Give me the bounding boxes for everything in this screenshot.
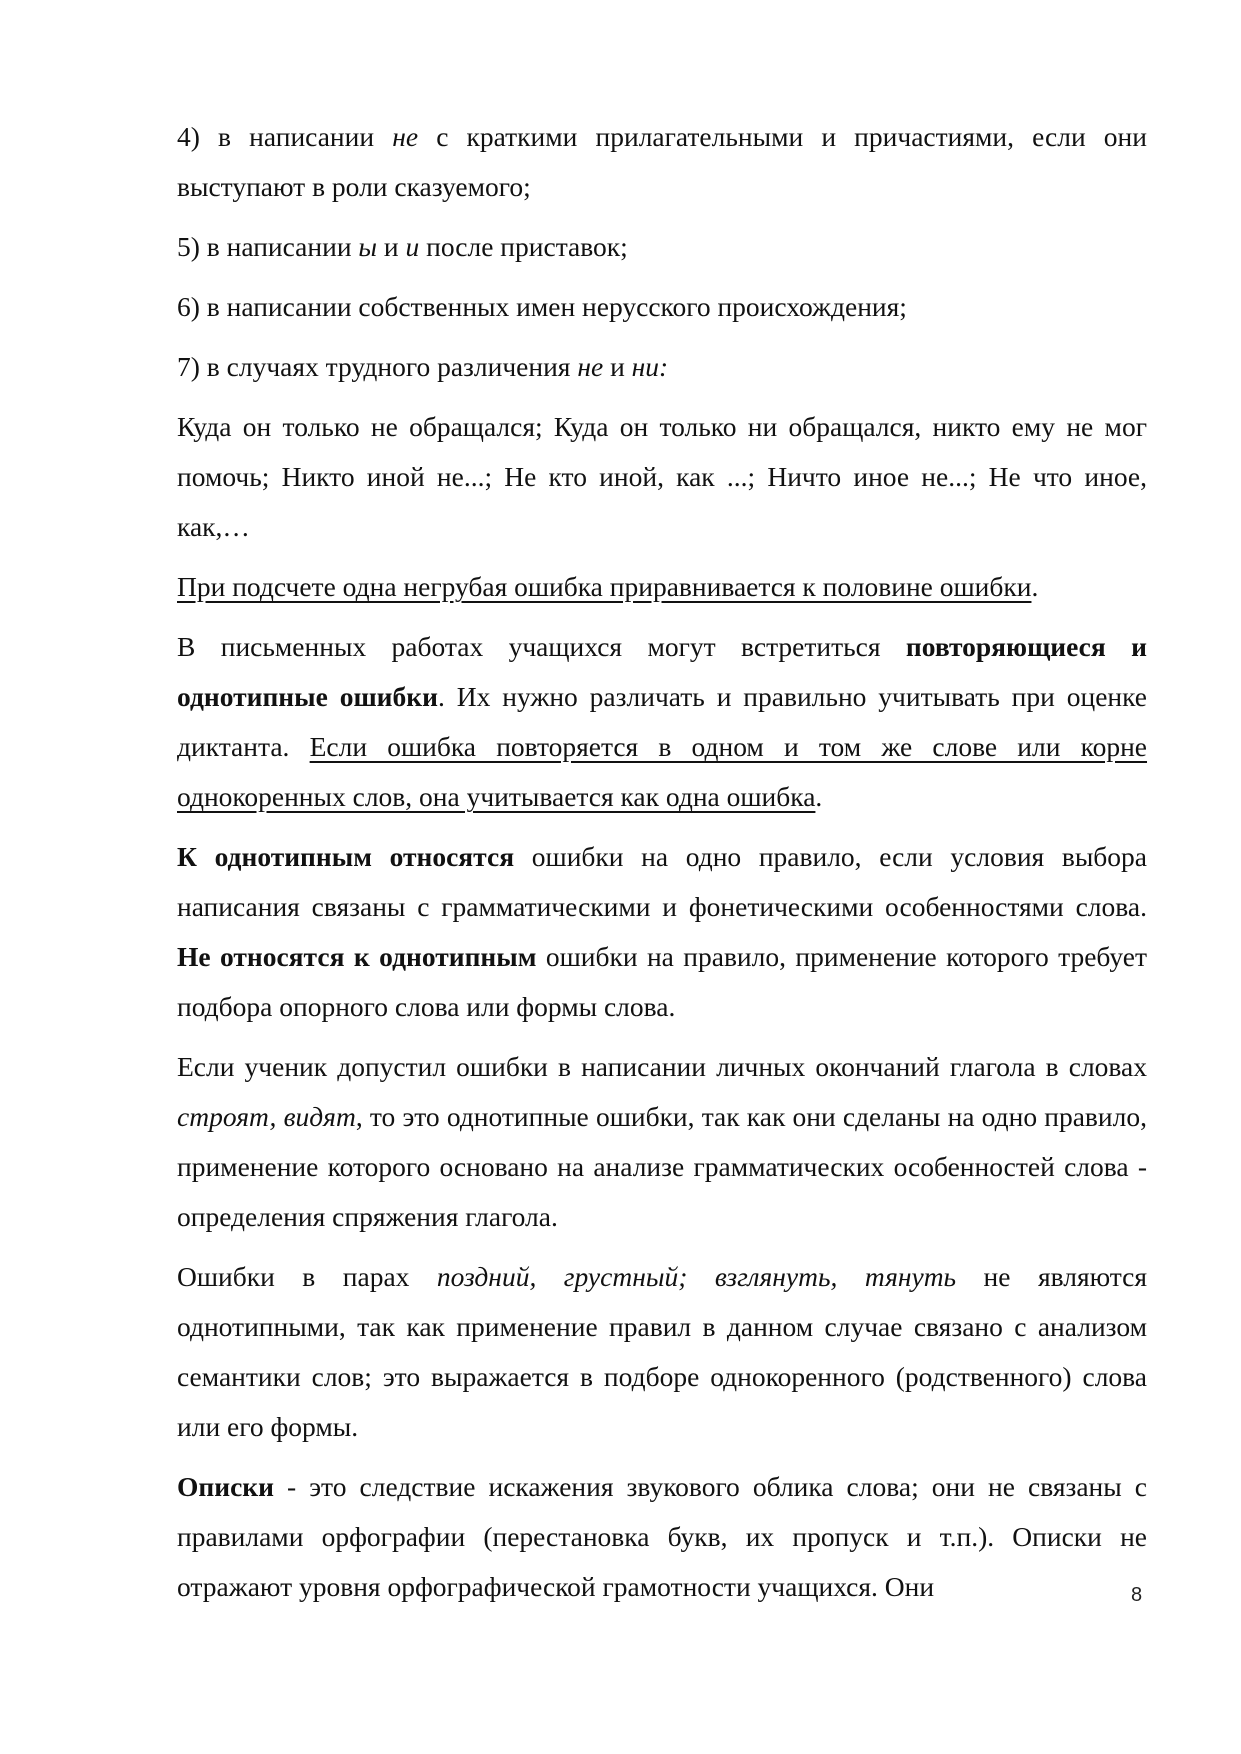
italic-run: ни:	[631, 351, 669, 382]
italic-run: и	[405, 231, 420, 262]
paragraph-same-type-definition	[177, 832, 1147, 1032]
text-run: Куда он только не обращался; Куда он только ни обращался, никто ему не мог помочь; Никто иной не...; Не кто иной, как ...; Ничто иное не...; Не что иное, как,…	[177, 411, 1147, 542]
text-run: и	[377, 231, 406, 262]
text-run: . Их нужно различать и правильно учитывать при оценке диктанта.	[177, 681, 1147, 762]
text-run: 6) в написании собственных имен нерусского происхождения;	[177, 291, 907, 322]
italic-run: строят, видят	[177, 1101, 356, 1132]
paragraph-item-4	[177, 112, 1147, 212]
italic-run: ы	[358, 231, 378, 262]
paragraph-item-6	[177, 282, 1147, 332]
page-number: 8	[1131, 1584, 1143, 1606]
paragraph-item-5	[177, 222, 1147, 272]
bold-run: Не относятся к однотипным	[177, 941, 537, 972]
paragraph-pairs-example	[177, 1252, 1147, 1452]
bold-run: Описки	[177, 1471, 274, 1502]
document-body	[177, 112, 1147, 1622]
underlined-run: При подсчете одна негрубая ошибка приравнивается к половине ошибки	[177, 571, 1032, 602]
text-run: Ошибки в парах	[177, 1261, 437, 1292]
text-run: , то это однотипные ошибки, так как они сделаны на одно правило, применение которого основано на анализе грамматических особенностей слова - определения спряжения глагола.	[177, 1101, 1147, 1232]
paragraph-item-7	[177, 342, 1147, 392]
italic-run: не	[392, 121, 419, 152]
bold-run: К однотипным относятся	[177, 841, 515, 872]
paragraph-typos	[177, 1462, 1147, 1612]
text-run: после приставок;	[419, 231, 628, 262]
text-run: и	[603, 351, 632, 382]
paragraph-examples	[177, 402, 1147, 552]
text-run: с краткими прилагательными и причастиями, если они выступают в роли сказуемого;	[177, 121, 1147, 202]
text-run: 7) в случаях трудного различения	[177, 351, 578, 382]
bold-run: повторяющиеся и однотипные ошибки	[177, 631, 1147, 712]
italic-run: поздний, грустный; взглянуть, тянуть	[436, 1261, 957, 1292]
paragraph-half-error-rule	[177, 562, 1147, 612]
text-run: ошибки на одно правило, если условия выбора написания связаны с грамматическими и фонетическими особенностями слова.	[177, 841, 1148, 922]
italic-run: не	[577, 351, 604, 382]
text-run: 4) в написании	[177, 121, 393, 152]
underlined-run: Если ошибка повторяется в одном и том же слове или корне однокоренных слов, она учитывается как одна ошибка	[177, 731, 1148, 812]
text-run: В письменных работах учащихся могут встретиться	[177, 631, 906, 662]
paragraph-repeated-errors	[177, 622, 1147, 822]
text-run: .	[1031, 571, 1039, 602]
text-run: не являются однотипными, так как применение правил в данном случае связано с анализом семантики слов; это выражается в подборе однокоренного (родственного) слова или его формы.	[177, 1261, 1147, 1442]
paragraph-verb-example	[177, 1042, 1147, 1242]
text-run: - это следствие искажения звукового облика слова; они не связаны с правилами орфографии (перестановка букв, их пропуск и т.п.). Описки не отражают уровня орфографической грамотности учащихся. Они	[177, 1471, 1147, 1602]
text-run: Если ученик допустил ошибки в написании личных окончаний глагола в словах	[177, 1051, 1147, 1082]
text-run: ошибки на правило, применение которого требует подбора опорного слова или формы слова.	[177, 941, 1147, 1022]
text-run: .	[815, 781, 823, 812]
text-run: 5) в написании	[177, 231, 359, 262]
